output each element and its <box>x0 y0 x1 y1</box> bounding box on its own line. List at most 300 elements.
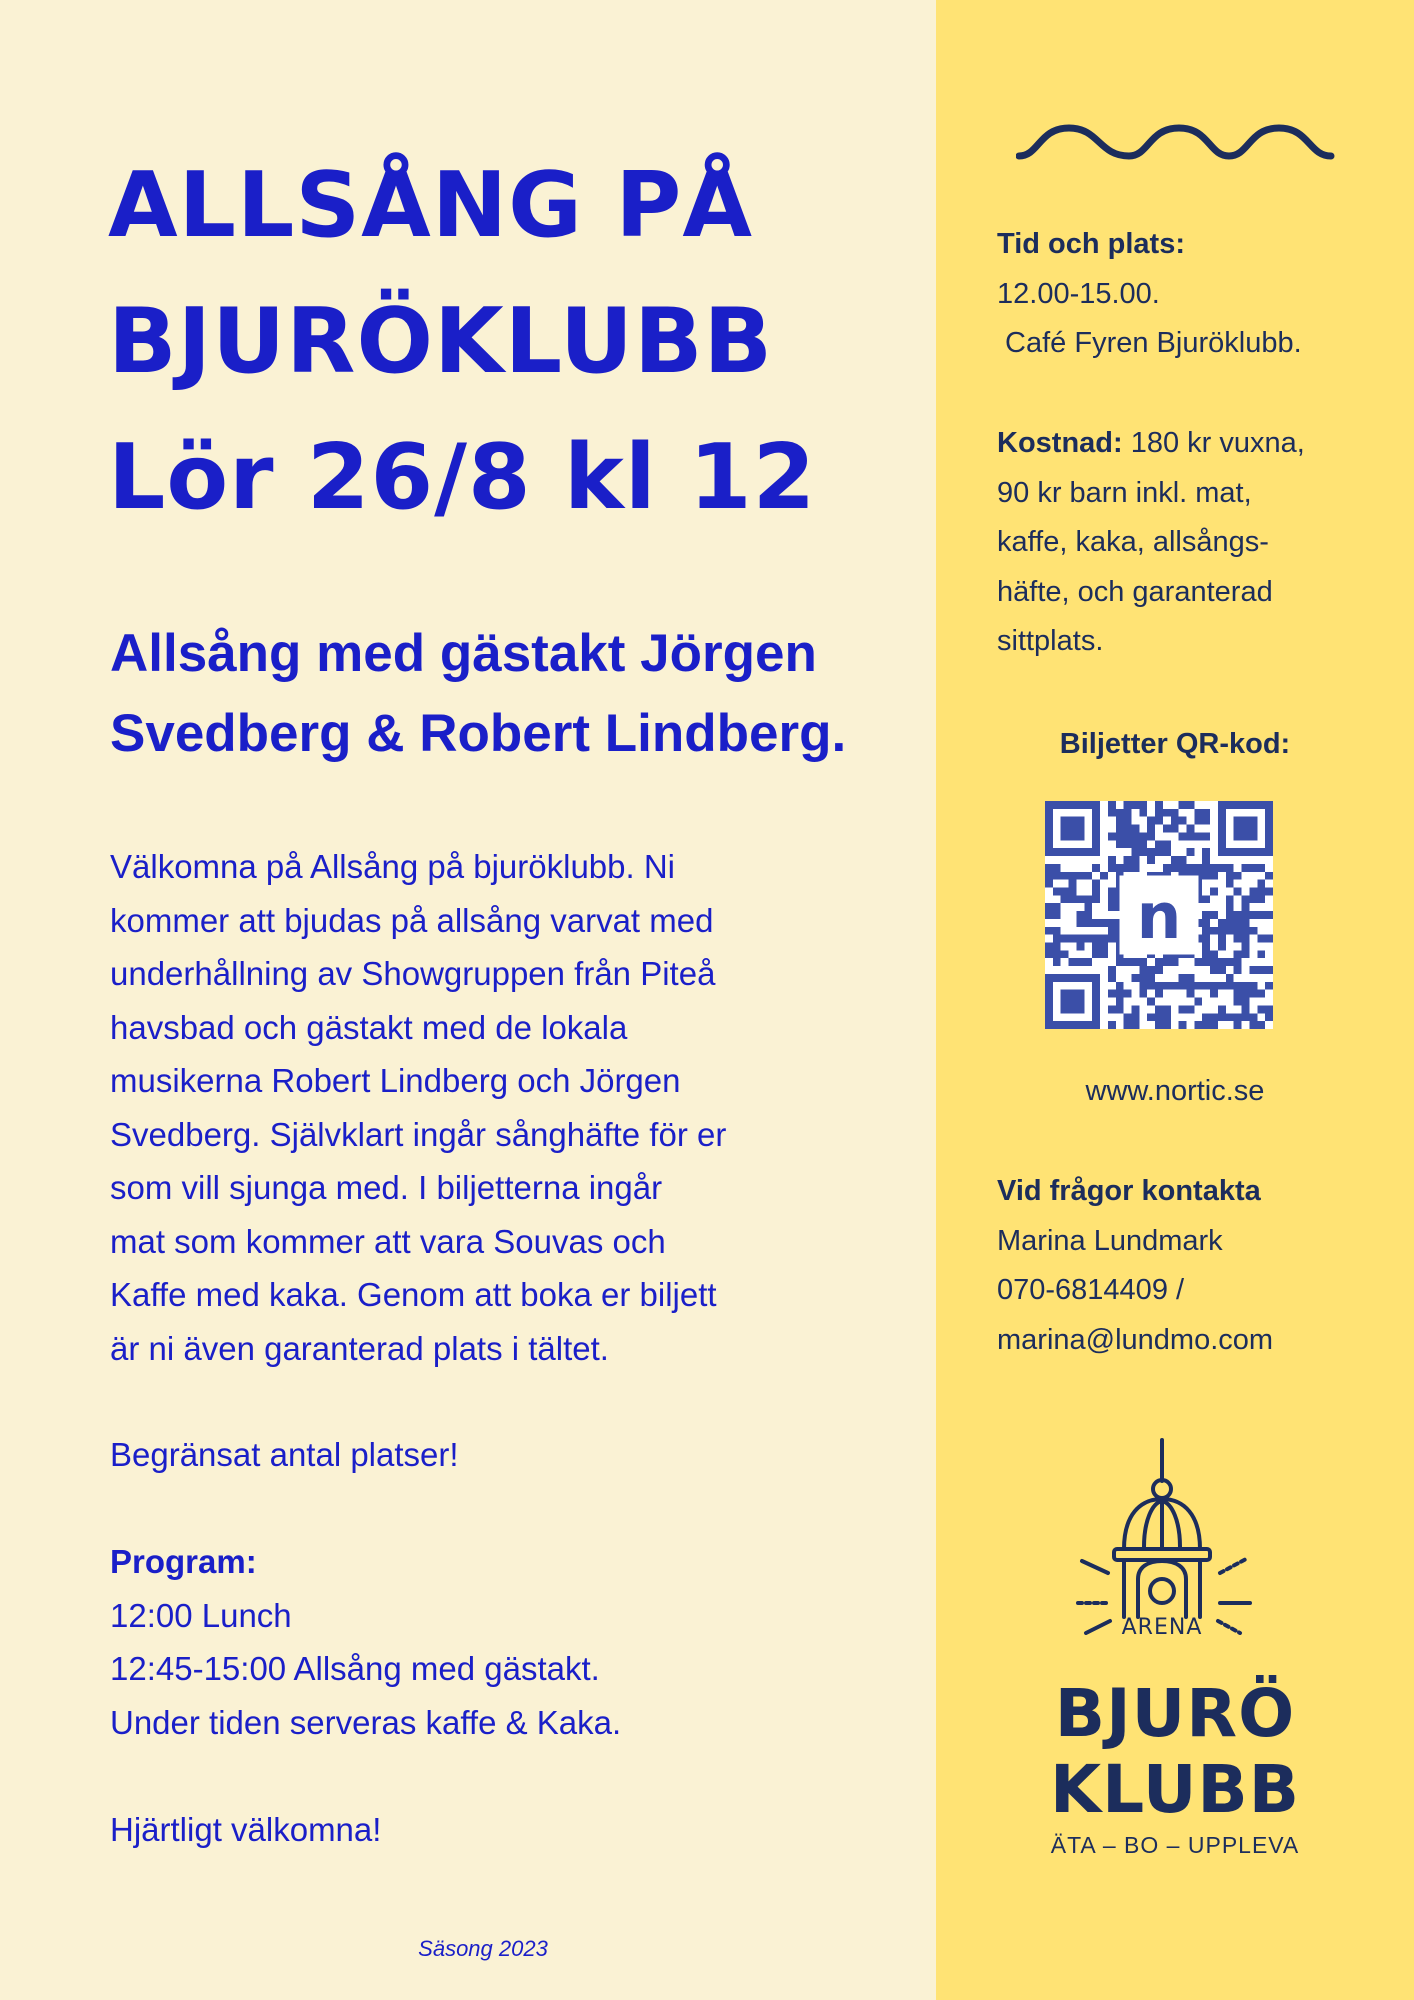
qr-module <box>1053 887 1061 895</box>
qr-module <box>1163 1013 1171 1021</box>
qr-module <box>1061 998 1069 1006</box>
brand-name <box>936 1676 1414 1828</box>
qr-module <box>1053 935 1061 943</box>
qr-module <box>1124 990 1132 998</box>
qr-module <box>1061 817 1069 825</box>
qr-module <box>1124 832 1132 840</box>
qr-module <box>1226 864 1234 872</box>
qr-module <box>1053 927 1061 935</box>
qr-module <box>1053 903 1061 911</box>
qr-module <box>1257 880 1265 888</box>
qr-module <box>1249 1021 1257 1029</box>
time-place-heading: Tid och plats: <box>997 228 1185 260</box>
qr-module <box>1234 966 1242 974</box>
qr-module <box>1242 998 1250 1006</box>
qr-center-logo: n <box>1136 879 1182 953</box>
qr-module <box>1257 966 1265 974</box>
qr-module <box>1147 998 1155 1006</box>
description-line: Kaffe med kaka. Genom att boka er biljett <box>110 1276 717 1313</box>
qr-module <box>1069 848 1077 856</box>
qr-module <box>1069 832 1077 840</box>
qr-module <box>1084 919 1092 927</box>
qr-module <box>1242 832 1250 840</box>
qr-module <box>1242 1005 1250 1013</box>
description-line: Välkomna på Allsång på bjuröklubb. Ni <box>110 848 676 885</box>
contact-heading: Vid frågor kontakta <box>997 1175 1261 1207</box>
qr-module <box>1218 935 1226 943</box>
qr-module <box>1053 974 1061 982</box>
qr-module <box>1155 990 1163 998</box>
qr-module <box>1179 982 1187 990</box>
qr-module <box>1242 950 1250 958</box>
program-item: 12:45-15:00 Allsång med gästakt. <box>110 1650 600 1687</box>
qr-module <box>1108 903 1116 911</box>
qr-module <box>1218 801 1226 809</box>
qr-module <box>1202 872 1210 880</box>
tickets-qr-label: Biljetter QR-kod: <box>1059 728 1291 760</box>
qr-module <box>1124 958 1132 966</box>
qr-module <box>1061 832 1069 840</box>
qr-module <box>1084 848 1092 856</box>
qr-module <box>1116 809 1124 817</box>
qr-module <box>1084 895 1092 903</box>
qr-module <box>1218 864 1226 872</box>
title-line: BJURÖKLUBB <box>108 289 774 394</box>
qr-module <box>1108 974 1116 982</box>
qr-module <box>1092 974 1100 982</box>
qr-module <box>1139 801 1147 809</box>
qr-module <box>1242 895 1250 903</box>
qr-module <box>1226 848 1234 856</box>
qr-module <box>1092 848 1100 856</box>
qr-module <box>1131 825 1139 833</box>
qr-module <box>1249 895 1257 903</box>
qr-module <box>1139 974 1147 982</box>
description-line: är ni även garanterad plats i tältet. <box>110 1329 609 1367</box>
qr-module <box>1265 935 1273 943</box>
qr-module <box>1171 809 1179 817</box>
qr-module <box>1131 864 1139 872</box>
event-title <box>108 138 908 546</box>
qr-module <box>1210 887 1218 895</box>
qr-module <box>1242 943 1250 951</box>
qr-module <box>1210 950 1218 958</box>
qr-module <box>1226 919 1234 927</box>
qr-module <box>1194 817 1202 825</box>
subtitle-line: Allsång med gästakt Jörgen <box>110 624 817 683</box>
description-line: underhållning av Showgruppen från Piteå <box>110 955 716 992</box>
qr-module <box>1226 958 1234 966</box>
qr-module <box>1187 1005 1195 1013</box>
qr-module <box>1210 864 1218 872</box>
qr-module <box>1202 935 1210 943</box>
qr-module <box>1076 935 1084 943</box>
qr-module <box>1092 887 1100 895</box>
qr-module <box>1163 1021 1171 1029</box>
qr-module <box>1131 974 1139 982</box>
brand-line: KLUBB <box>1049 1751 1301 1828</box>
qr-module <box>1187 801 1195 809</box>
qr-module <box>1163 809 1171 817</box>
description-line: havsbad och gästakt med de lokala <box>110 1008 628 1046</box>
cost-line: 90 kr barn inkl. mat, <box>997 476 1252 509</box>
qr-module <box>1257 864 1265 872</box>
qr-module <box>1053 950 1061 958</box>
qr-module <box>1226 895 1234 903</box>
qr-module <box>1226 974 1234 982</box>
qr-module <box>1124 817 1132 825</box>
qr-module <box>1234 825 1242 833</box>
qr-module <box>1218 982 1226 990</box>
qr-module <box>1147 848 1155 856</box>
qr-module <box>1045 864 1053 872</box>
description-line: som vill sjunga med. I biljetterna ingår <box>110 1169 663 1206</box>
qr-module <box>1069 974 1077 982</box>
qr-module <box>1218 832 1226 840</box>
qr-module <box>1226 927 1234 935</box>
qr-module <box>1092 895 1100 903</box>
qr-module <box>1218 966 1226 974</box>
qr-module <box>1179 801 1187 809</box>
qr-module <box>1234 1021 1242 1029</box>
qr-module <box>1155 982 1163 990</box>
website-link[interactable]: www.nortic.se <box>1085 1075 1265 1107</box>
qr-module <box>1194 832 1202 840</box>
qr-module <box>1147 966 1155 974</box>
qr-module <box>1061 848 1069 856</box>
qr-module <box>1045 911 1053 919</box>
qr-module <box>1179 1021 1187 1029</box>
qr-module <box>1242 927 1250 935</box>
qr-module <box>1202 817 1210 825</box>
qr-module <box>1100 919 1108 927</box>
qr-module <box>1171 817 1179 825</box>
qr-module <box>1234 817 1242 825</box>
qr-module <box>1155 1021 1163 1029</box>
qr-module <box>1108 887 1116 895</box>
qr-module <box>1076 911 1084 919</box>
qr-module <box>1139 848 1147 856</box>
qr-module <box>1210 990 1218 998</box>
brand-tagline: ÄTA – BO – UPPLEVA <box>1050 1832 1300 1858</box>
qr-module <box>1265 1005 1273 1013</box>
qr-module <box>1171 856 1179 864</box>
qr-module <box>1202 864 1210 872</box>
qr-module <box>1139 990 1147 998</box>
qr-module <box>1084 903 1092 911</box>
qr-module <box>1076 832 1084 840</box>
qr-module <box>1155 1005 1163 1013</box>
qr-module <box>1076 919 1084 927</box>
qr-module <box>1092 840 1100 848</box>
qr-module <box>1084 872 1092 880</box>
qr-module <box>1076 872 1084 880</box>
qr-module <box>1076 990 1084 998</box>
qr-module <box>1155 840 1163 848</box>
qr-module <box>1218 927 1226 935</box>
time-place-section <box>997 220 1397 369</box>
qr-module <box>1069 887 1077 895</box>
cost-line: häfte, och garanterad <box>997 575 1273 608</box>
qr-module <box>1108 864 1116 872</box>
qr-module <box>1069 801 1077 809</box>
qr-module <box>1084 911 1092 919</box>
qr-module <box>1045 998 1053 1006</box>
qr-module <box>1187 848 1195 856</box>
qr-module <box>1242 801 1250 809</box>
qr-module <box>1139 832 1147 840</box>
qr-module <box>1234 919 1242 927</box>
qr-module <box>1155 966 1163 974</box>
qr-module <box>1202 911 1210 919</box>
qr-module <box>1108 832 1116 840</box>
qr-module <box>1045 1021 1053 1029</box>
season-footer: Säsong 2023 <box>418 1936 548 1961</box>
qr-module <box>1108 801 1116 809</box>
qr-module <box>1202 832 1210 840</box>
qr-module <box>1249 927 1257 935</box>
qr-module <box>1242 911 1250 919</box>
qr-module <box>1265 801 1273 809</box>
qr-module <box>1045 990 1053 998</box>
qr-module <box>1069 817 1077 825</box>
qr-module <box>1257 950 1265 958</box>
qr-module <box>1116 817 1124 825</box>
qr-module <box>1234 848 1242 856</box>
qr-module <box>1234 990 1242 998</box>
qr-module <box>1131 958 1139 966</box>
title-line: ALLSÅNG PÅ <box>108 153 753 258</box>
qr-module <box>1163 958 1171 966</box>
qr-module <box>1194 958 1202 966</box>
program-item: Under tiden serveras kaffe & Kaka. <box>110 1703 622 1741</box>
qr-module <box>1265 817 1273 825</box>
qr-module <box>1124 1021 1132 1029</box>
cost-line: sittplats. <box>997 625 1104 657</box>
qr-module <box>1069 990 1077 998</box>
qr-module <box>1234 958 1242 966</box>
qr-module <box>1061 974 1069 982</box>
qr-module <box>1147 817 1155 825</box>
qr-module <box>1076 825 1084 833</box>
qr-module <box>1234 1013 1242 1021</box>
qr-module <box>1242 848 1250 856</box>
qr-module <box>1242 903 1250 911</box>
qr-module <box>1210 958 1218 966</box>
qr-module <box>1257 848 1265 856</box>
qr-module <box>1210 982 1218 990</box>
qr-module <box>1249 848 1257 856</box>
qr-module <box>1179 864 1187 872</box>
description-line: Svedberg. Självklart ingår sånghäfte för er <box>110 1115 727 1153</box>
qr-module <box>1139 966 1147 974</box>
ticket-qr-code[interactable] <box>1045 801 1273 1029</box>
qr-module <box>1202 856 1210 864</box>
qr-module <box>1202 809 1210 817</box>
lighthouse-logo-icon <box>1040 1435 1285 1635</box>
subtitle-line: Svedberg & Robert Lindberg. <box>110 704 847 763</box>
qr-module <box>1116 832 1124 840</box>
qr-module <box>1257 1021 1265 1029</box>
qr-module <box>1069 998 1077 1006</box>
qr-module <box>1116 825 1124 833</box>
qr-module <box>1116 1005 1124 1013</box>
qr-module <box>1163 1005 1171 1013</box>
qr-module <box>1257 990 1265 998</box>
qr-module <box>1187 982 1195 990</box>
qr-module <box>1187 990 1195 998</box>
contact-name: Marina Lundmark <box>997 1224 1223 1257</box>
qr-module <box>1218 919 1226 927</box>
qr-module <box>1124 856 1132 864</box>
qr-module <box>1179 832 1187 840</box>
qr-module <box>1131 1013 1139 1021</box>
contact-section <box>997 1167 1397 1365</box>
qr-module <box>1092 880 1100 888</box>
qr-module <box>1147 832 1155 840</box>
qr-module <box>1131 832 1139 840</box>
qr-module <box>1147 1013 1155 1021</box>
qr-module <box>1061 887 1069 895</box>
contact-phone[interactable]: 070-6814409 / <box>997 1274 1185 1306</box>
qr-module <box>1053 943 1061 951</box>
qr-module <box>1249 966 1257 974</box>
qr-module <box>1053 872 1061 880</box>
qr-module <box>1116 864 1124 872</box>
qr-module <box>1171 825 1179 833</box>
qr-module <box>1218 958 1226 966</box>
qr-module <box>1249 801 1257 809</box>
qr-module <box>1218 840 1226 848</box>
qr-module <box>1265 911 1273 919</box>
qr-module <box>1257 1005 1265 1013</box>
qr-module <box>1249 864 1257 872</box>
qr-module <box>1045 1013 1053 1021</box>
qr-module <box>1155 801 1163 809</box>
qr-module <box>1218 943 1226 951</box>
qr-module <box>1242 864 1250 872</box>
qr-module <box>1092 990 1100 998</box>
qr-module <box>1265 887 1273 895</box>
qr-module <box>1061 990 1069 998</box>
qr-module <box>1061 1005 1069 1013</box>
qr-module <box>1187 832 1195 840</box>
program-item: 12:00 Lunch <box>110 1596 292 1634</box>
qr-module <box>1242 1013 1250 1021</box>
qr-module <box>1124 825 1132 833</box>
qr-module <box>1061 935 1069 943</box>
title-line: Lör 26/8 kl 12 <box>108 425 817 530</box>
qr-module <box>1108 895 1116 903</box>
welcome-text: Hjärtligt välkomna! <box>110 1811 382 1848</box>
qr-module <box>1108 966 1116 974</box>
qr-module <box>1202 927 1210 935</box>
qr-module <box>1163 848 1171 856</box>
qr-module <box>1147 982 1155 990</box>
qr-module <box>1155 809 1163 817</box>
brand-line: BJURÖ <box>1054 1675 1296 1752</box>
qr-module <box>1249 1013 1257 1021</box>
qr-module <box>1234 935 1242 943</box>
qr-module <box>1155 817 1163 825</box>
qr-module <box>1226 1013 1234 1021</box>
qr-module <box>1242 935 1250 943</box>
qr-module <box>1265 966 1273 974</box>
qr-module <box>1092 1005 1100 1013</box>
qr-module <box>1179 856 1187 864</box>
contact-email[interactable]: marina@lundmo.com <box>997 1323 1274 1356</box>
qr-module <box>1194 864 1202 872</box>
qr-module <box>1249 982 1257 990</box>
qr-module <box>1108 1021 1116 1029</box>
qr-module <box>1045 817 1053 825</box>
qr-module <box>1076 958 1084 966</box>
qr-module <box>1210 927 1218 935</box>
qr-module <box>1131 840 1139 848</box>
qr-module <box>1069 1021 1077 1029</box>
qr-module <box>1234 950 1242 958</box>
cost-line: kaffe, kaka, allsångs- <box>997 526 1269 558</box>
qr-module <box>1234 911 1242 919</box>
qr-module <box>1265 1013 1273 1021</box>
qr-module <box>1210 872 1218 880</box>
qr-module <box>1202 1013 1210 1021</box>
qr-module <box>1234 832 1242 840</box>
qr-module <box>1092 864 1100 872</box>
qr-module <box>1092 1013 1100 1021</box>
qr-module <box>1108 935 1116 943</box>
qr-module <box>1076 895 1084 903</box>
qr-module <box>1045 840 1053 848</box>
qr-module <box>1092 998 1100 1006</box>
qr-module <box>1202 848 1210 856</box>
qr-module <box>1124 801 1132 809</box>
qr-module <box>1234 927 1242 935</box>
qr-module <box>1045 848 1053 856</box>
event-subtitle <box>110 614 910 774</box>
qr-module <box>1124 809 1132 817</box>
qr-module <box>1045 903 1053 911</box>
qr-module <box>1092 943 1100 951</box>
qr-module <box>1116 958 1124 966</box>
qr-module <box>1116 990 1124 998</box>
limited-seats-notice: Begränsat antal platser! <box>110 1436 459 1473</box>
qr-module <box>1045 974 1053 982</box>
qr-module <box>1061 872 1069 880</box>
qr-module <box>1226 801 1234 809</box>
qr-module <box>1249 825 1257 833</box>
event-place: Café Fyren Bjuröklubb. <box>997 327 1302 359</box>
qr-module <box>1242 990 1250 998</box>
qr-module <box>1069 895 1077 903</box>
qr-module <box>1053 864 1061 872</box>
qr-module <box>1053 1021 1061 1029</box>
qr-module <box>1218 1005 1226 1013</box>
qr-module <box>1139 982 1147 990</box>
qr-module <box>1061 801 1069 809</box>
qr-module <box>1218 825 1226 833</box>
qr-module <box>1257 911 1265 919</box>
qr-module <box>1218 817 1226 825</box>
qr-module <box>1210 966 1218 974</box>
qr-module <box>1069 872 1077 880</box>
qr-module <box>1242 817 1250 825</box>
qr-module <box>1265 982 1273 990</box>
logo-arena-text: ARENA <box>1121 1615 1203 1635</box>
program-heading: Program: <box>110 1543 257 1580</box>
event-time: 12.00-15.00. <box>997 277 1160 310</box>
qr-module <box>1045 950 1053 958</box>
